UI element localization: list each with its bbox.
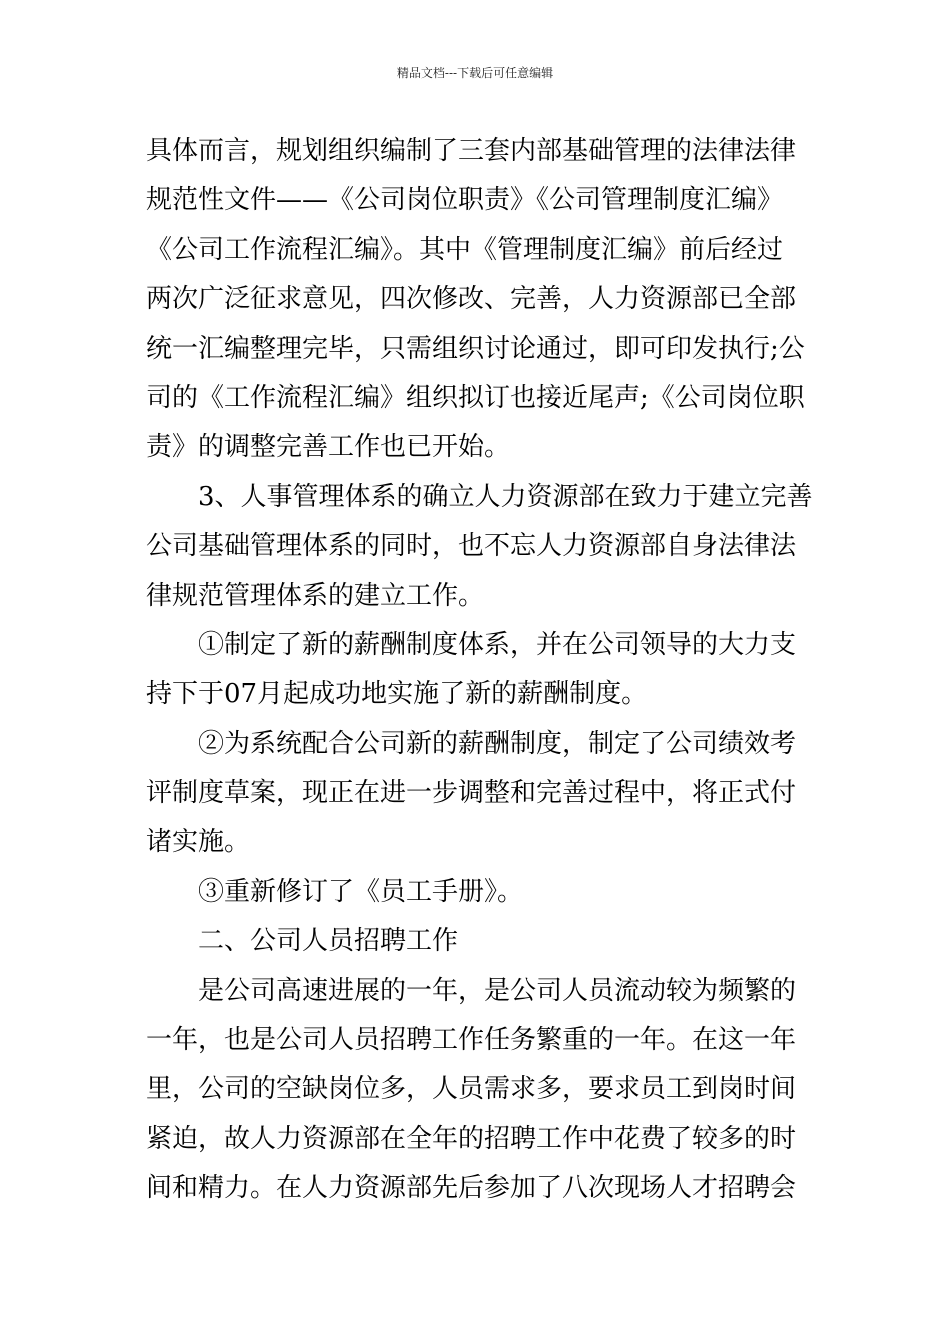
text-line: 评制度草案，现正在进一步调整和完善过程中，将正式付 [146, 778, 797, 809]
text-line: 律规范管理体系的建立工作。 [146, 580, 485, 611]
body-text [146, 127, 813, 1214]
text-line: 公司基础管理体系的同时，也不忘人力资源部自身法律法 [146, 531, 797, 562]
text-line: 是公司高速进展的一年，是公司人员流动较为频繁的 [198, 975, 797, 1006]
text-line: 持下于07月起成功地实施了新的薪酬制度。 [146, 679, 648, 710]
text-line: 间和精力。在人力资源部先后参加了八次现场人才招聘会 [146, 1173, 797, 1204]
text-line: 诸实施。 [146, 827, 251, 858]
text-line: 二、公司人员招聘工作 [198, 926, 459, 957]
text-line: 紧迫，故人力资源部在全年的招聘工作中花费了较多的时 [146, 1123, 797, 1154]
text-line: 一年，也是公司人员招聘工作任务繁重的一年。在这一年 [146, 1025, 797, 1056]
text-line: 统一汇编整理完毕，只需组织讨论通过，即可印发执行;公 [146, 333, 805, 364]
text-line: 里，公司的空缺岗位多，人员需求多，要求员工到岗时间 [146, 1074, 797, 1105]
text-line: 司的《工作流程汇编》组织拟订也接近尾声;《公司岗位职 [146, 382, 805, 413]
text-line: 两次广泛征求意见，四次修改、完善，人力资源部已全部 [146, 284, 797, 315]
page-header: 精品文档---下载后可任意编辑 [396, 66, 554, 80]
text-line: 《公司工作流程汇编》。其中《管理制度汇编》前后经过 [146, 234, 784, 265]
text-line: 3、人事管理体系的确立人力资源部在致力于建立完善 [198, 481, 813, 512]
text-line: 具体而言，规划组织编制了三套内部基础管理的法律法律 [146, 136, 797, 166]
text-line: ②为系统配合公司新的薪酬制度，制定了公司绩效考 [198, 728, 797, 759]
text-line: 责》的调整完善工作也已开始。 [146, 432, 511, 463]
text-line: 规范性文件——《公司岗位职责》《公司管理制度汇编》 [146, 185, 784, 216]
text-line: ③重新修订了《员工手册》。 [198, 876, 524, 907]
text-line: ①制定了新的薪酬制度体系，并在公司领导的大力支 [198, 629, 797, 660]
